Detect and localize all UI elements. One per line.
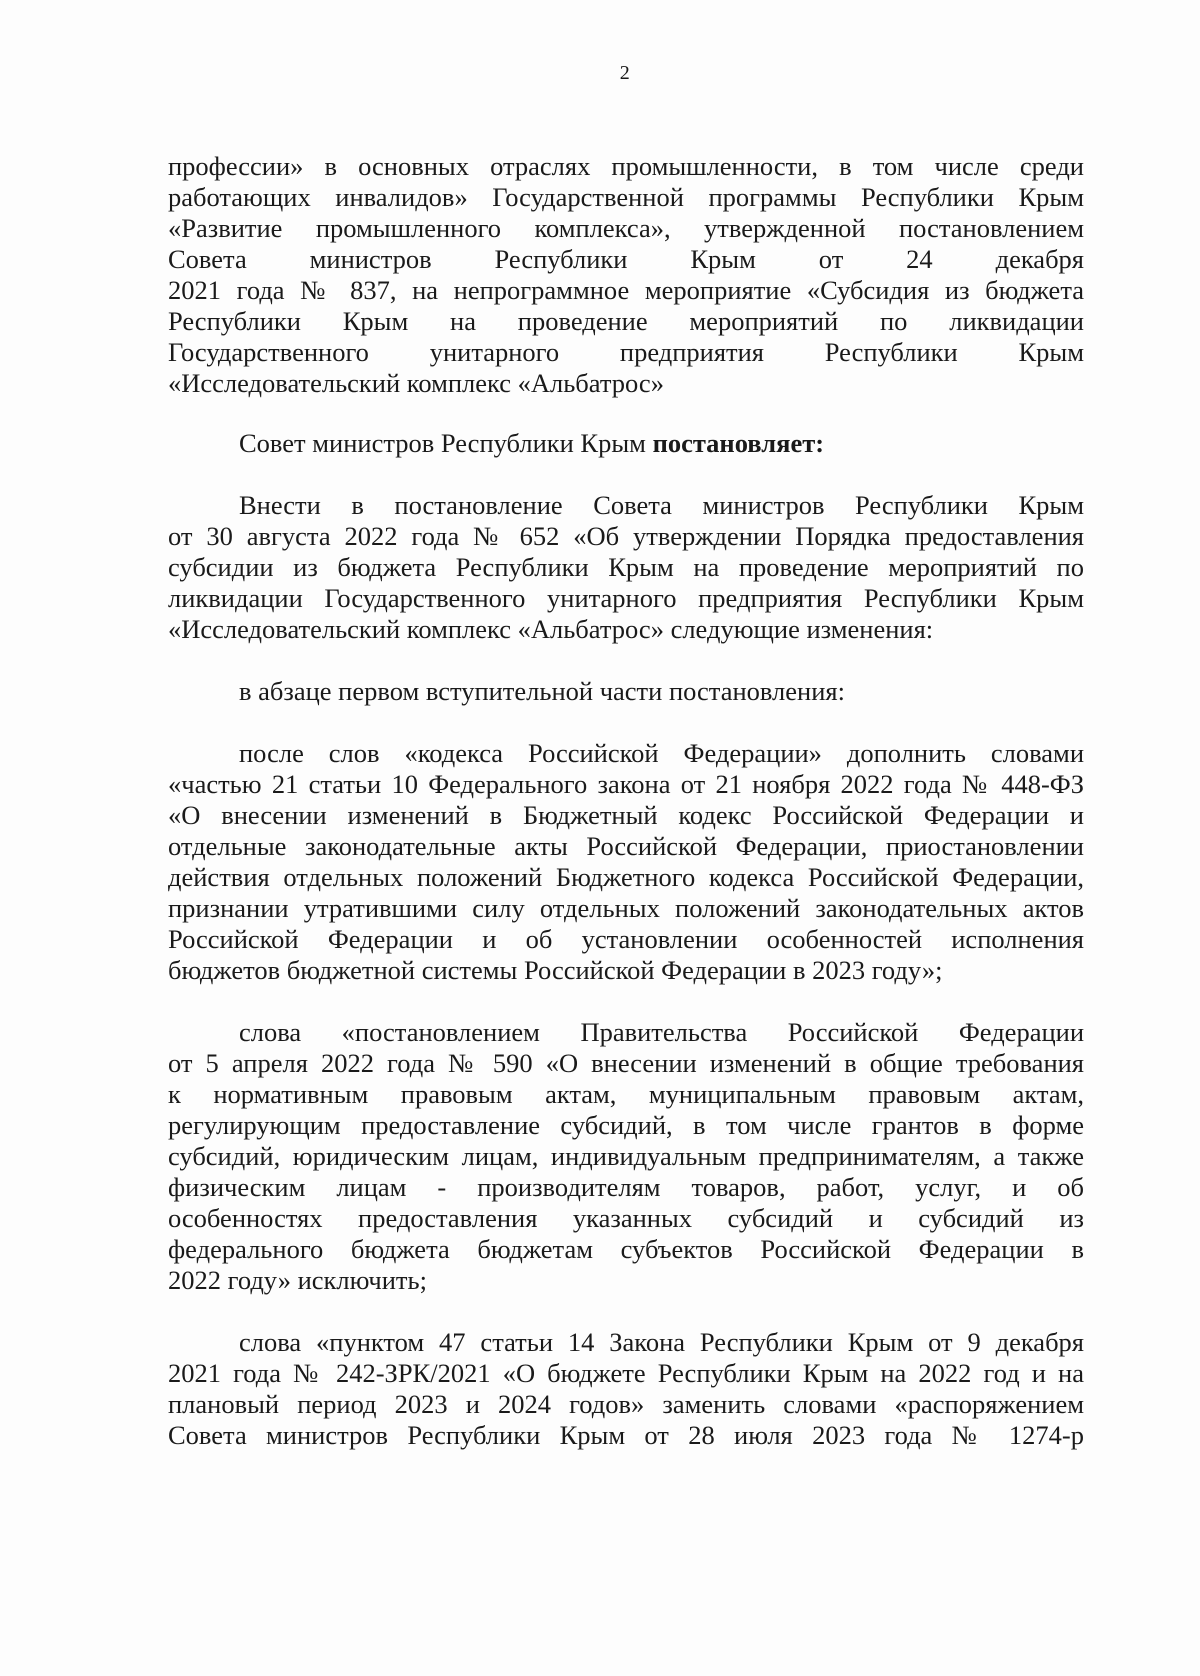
after-line: бюджетов бюджетной системы Российской Федерации в 2023 году»;: [168, 955, 943, 985]
after-line: после слов «кодекса Российской Федерации» дополнить словами: [239, 738, 1084, 768]
intro-line: Республики Крым на проведение мероприятий по ликвидации: [168, 306, 1084, 336]
amend-line: «Исследовательский комплекс «Альбатрос» следующие изменения:: [168, 614, 934, 644]
words1-paragraph: [168, 1017, 1084, 1296]
words1-line: к нормативным правовым актам, муниципальным правовым актам,: [168, 1079, 1084, 1109]
decree-bold: постановляет:: [652, 428, 825, 458]
intro-line: «Развитие промышленного комплекса», утвержденной постановлением: [168, 213, 1084, 243]
after-line: признании утратившими силу отдельных положений законодательных актов: [168, 893, 1084, 923]
after-line: действия отдельных положений Бюджетного кодекса Российской Федерации,: [168, 862, 1084, 892]
amend-line: субсидии из бюджета Республики Крым на проведение мероприятий по: [168, 552, 1084, 582]
intro-line: Государственного унитарного предприятия Республики Крым: [168, 337, 1084, 367]
after-line: Российской Федерации и об установлении особенностей исполнения: [168, 924, 1084, 954]
abz-paragraph: [168, 676, 1084, 707]
words1-line: особенностях предоставления указанных субсидий и субсидий из: [168, 1203, 1084, 1233]
words2-line: 2021 года № 242-ЗРК/2021 «О бюджете Республики Крым на 2022 год и на: [168, 1358, 1084, 1388]
words1-line: от 5 апреля 2022 года № 590 «О внесении изменений в общие требования: [168, 1048, 1084, 1078]
words2-line: плановый период 2023 и 2024 годов» заменить словами «распоряжением: [168, 1389, 1084, 1419]
abz-line: в абзаце первом вступительной части постановления:: [239, 676, 845, 706]
words1-line: слова «постановлением Правительства Российской Федерации: [239, 1017, 1084, 1047]
decree-text: Совет министров Республики Крым: [239, 428, 653, 458]
intro-line: «Исследовательский комплекс «Альбатрос»: [168, 368, 664, 398]
after-paragraph: [168, 738, 1084, 986]
amend-line: от 30 августа 2022 года № 652 «Об утверждении Порядка предоставления: [168, 521, 1084, 551]
intro-line: Совета министров Республики Крым от 24 декабря: [168, 244, 1084, 274]
page-number: 2: [619, 62, 631, 84]
words1-line: субсидий, юридическим лицам, индивидуальным предпринимателям, а также: [168, 1141, 1084, 1171]
amend-paragraph: [168, 490, 1084, 645]
decree-paragraph: [168, 428, 1084, 459]
words1-line: физическим лицам - производителям товаров, работ, услуг, и об: [168, 1172, 1084, 1202]
words1-line: 2022 году» исключить;: [168, 1265, 427, 1295]
words2-paragraph: [168, 1327, 1084, 1451]
after-line: «частью 21 статьи 10 Федерального закона от 21 ноября 2022 года № 448-ФЗ: [168, 769, 1084, 799]
intro-line: профессии» в основных отраслях промышленности, в том числе среди: [168, 151, 1084, 181]
intro-paragraph: [168, 151, 1084, 399]
words1-line: федерального бюджета бюджетам субъектов Российской Федерации в: [168, 1234, 1084, 1264]
after-line: отдельные законодательные акты Российской Федерации, приостановлении: [168, 831, 1084, 861]
intro-line: работающих инвалидов» Государственной программы Республики Крым: [168, 182, 1084, 212]
intro-line: 2021 года № 837, на непрограммное мероприятие «Субсидия из бюджета: [168, 275, 1084, 305]
words2-line: Совета министров Республики Крым от 28 июля 2023 года № 1274-р: [168, 1420, 1084, 1450]
amend-line: ликвидации Государственного унитарного предприятия Республики Крым: [168, 583, 1084, 613]
after-line: «О внесении изменений в Бюджетный кодекс Российской Федерации и: [168, 800, 1084, 830]
words1-line: регулирующим предоставление субсидий, в том числе грантов в форме: [168, 1110, 1084, 1140]
words2-line: слова «пунктом 47 статьи 14 Закона Республики Крым от 9 декабря: [239, 1327, 1084, 1357]
amend-line: Внести в постановление Совета министров Республики Крым: [239, 490, 1084, 520]
